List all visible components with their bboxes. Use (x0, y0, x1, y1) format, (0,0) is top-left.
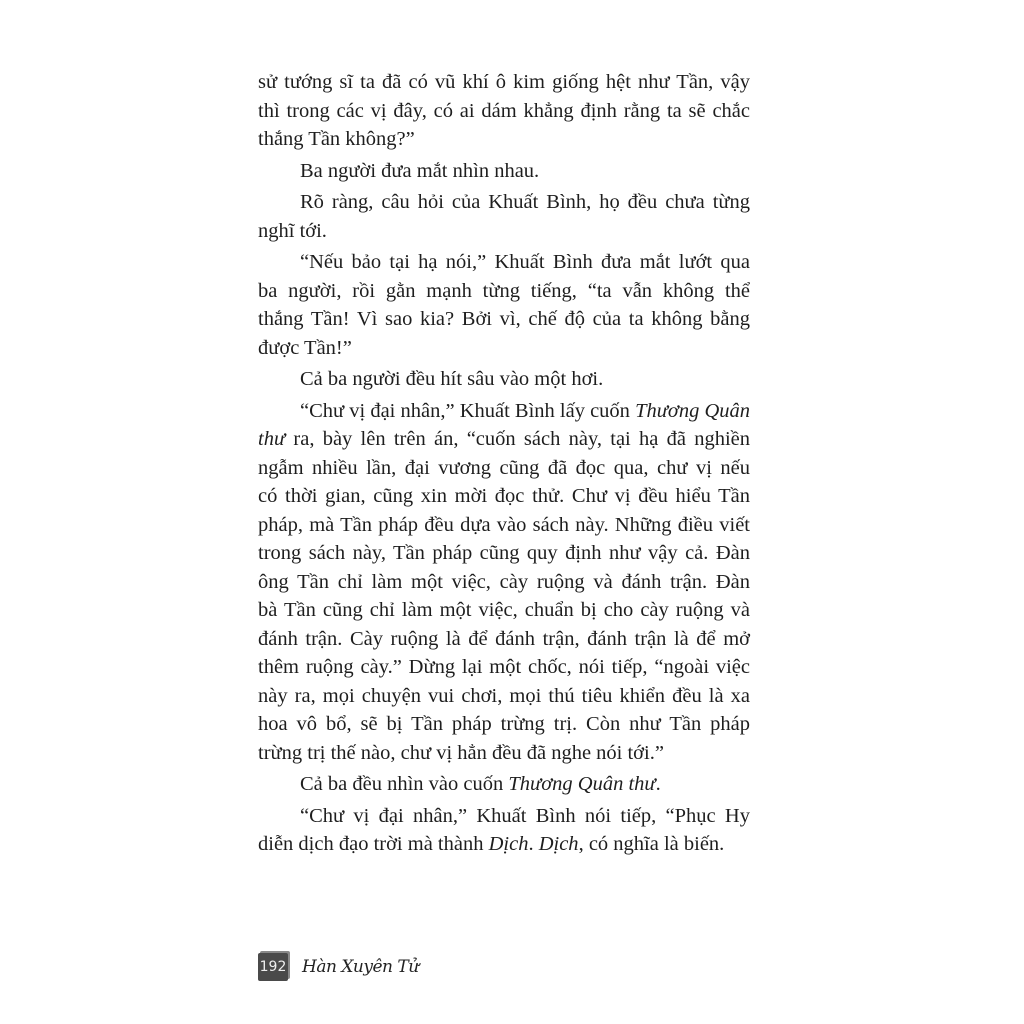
text-line (300, 250, 750, 274)
text-line (300, 399, 750, 423)
text-line (300, 367, 750, 391)
text-segment: trong sách này, Tần pháp cũng quy định như vậy cả. Đàn (258, 542, 750, 564)
text-line (258, 279, 750, 303)
text-segment: Ba người đưa mắt nhìn nhau. (300, 160, 540, 182)
text-segment: pháp, mà Tần pháp đều dựa vào sách này. Những điều viết (258, 514, 750, 536)
text-segment: . (528, 833, 539, 855)
text-line (300, 804, 750, 828)
text-line (258, 427, 750, 451)
text-line (258, 684, 750, 708)
text-line (258, 70, 750, 94)
italic-text: thư (258, 428, 286, 450)
text-segment: ngẫm nhiều lần, đại vương cũng đã đọc qua, chư vị nếu (258, 457, 750, 479)
text-segment: sử tướng sĩ ta đã có vũ khí ô kim giống hệt như Tần, vậy (258, 71, 750, 93)
text-line (258, 219, 750, 243)
text-segment: có thời gian, cũng xin mời đọc thử. Chư vị đều hiểu Tần (258, 485, 750, 507)
text-segment: diễn dịch đạo trời mà thành (258, 833, 489, 855)
text-segment: nghĩ tới. (258, 220, 327, 242)
text-line (258, 456, 750, 480)
page-footer (258, 953, 419, 981)
text-line (300, 159, 750, 183)
text-line (258, 336, 750, 360)
text-line (300, 772, 750, 796)
author-name: Hàn Xuyên Tử (302, 957, 419, 977)
text-segment: “Chư vị đại nhân,” Khuất Bình nói tiếp, “Phục Hy (300, 805, 750, 827)
text-line (258, 99, 750, 123)
text-segment: thì trong các vị đây, có ai dám khẳng định rằng ta sẽ chắc (258, 100, 750, 122)
italic-text: Thương Quân thư (508, 773, 656, 795)
text-segment: hoa vô bổ, sẽ bị Tần pháp trừng trị. Còn như Tần pháp (258, 713, 750, 735)
text-segment: Cả ba người đều hít sâu vào một hơi. (300, 368, 604, 390)
text-segment: bà Tần cũng chỉ làm một việc, chuẩn bị cho cày ruộng và (258, 599, 750, 621)
text-segment: ra, bày lên trên án, “cuốn sách này, tại hạ đã nghiền (285, 428, 750, 450)
text-segment: thắng Tần không?” (258, 128, 415, 150)
text-line (258, 484, 750, 508)
text-line (258, 741, 750, 765)
text-line (258, 598, 750, 622)
text-segment: “Chư vị đại nhân,” Khuất Bình lấy cuốn (300, 400, 636, 422)
page-number: 192 (258, 953, 288, 981)
text-segment: Cả ba đều nhìn vào cuốn (300, 773, 509, 795)
text-segment: , có nghĩa là biến. (578, 833, 725, 855)
text-segment: đánh trận. Cày ruộng là để đánh trận, đánh trận là để mở (258, 628, 750, 650)
text-segment: ông Tần chỉ làm một việc, cày ruộng và đánh trận. Đàn (258, 571, 750, 593)
text-line (258, 127, 750, 151)
text-line (258, 513, 750, 537)
text-segment: được Tần!” (258, 337, 352, 359)
text-line (258, 712, 750, 736)
text-segment: thêm ruộng cày.” Dừng lại một chốc, nói tiếp, “ngoài việc (258, 656, 750, 678)
text-line (258, 307, 750, 331)
text-line (300, 190, 750, 214)
text-segment: trừng trị thế nào, chư vị hẳn đều đã nghe nói tới.” (258, 742, 664, 764)
text-segment: Rõ ràng, câu hỏi của Khuất Bình, họ đều chưa từng (300, 191, 750, 213)
text-line (258, 627, 750, 651)
text-segment: ba người, rồi gằn mạnh từng tiếng, “ta vẫn không thể (258, 280, 750, 302)
italic-text: Dịch (538, 833, 579, 855)
text-segment: “Nếu bảo tại hạ nói,” Khuất Bình đưa mắt lướt qua (300, 251, 750, 273)
text-line (258, 832, 750, 856)
text-segment: thắng Tần! Vì sao kia? Bởi vì, chế độ của ta không bằng (258, 308, 750, 330)
text-line (258, 655, 750, 679)
italic-text: Thương Quân (635, 400, 751, 422)
text-line (258, 570, 750, 594)
text-segment: này ra, mọi chuyện vui chơi, mọi thú tiêu khiển đều là xa (258, 685, 750, 707)
text-line (258, 541, 750, 565)
italic-text: Dịch (488, 833, 529, 855)
text-segment: . (655, 773, 661, 795)
